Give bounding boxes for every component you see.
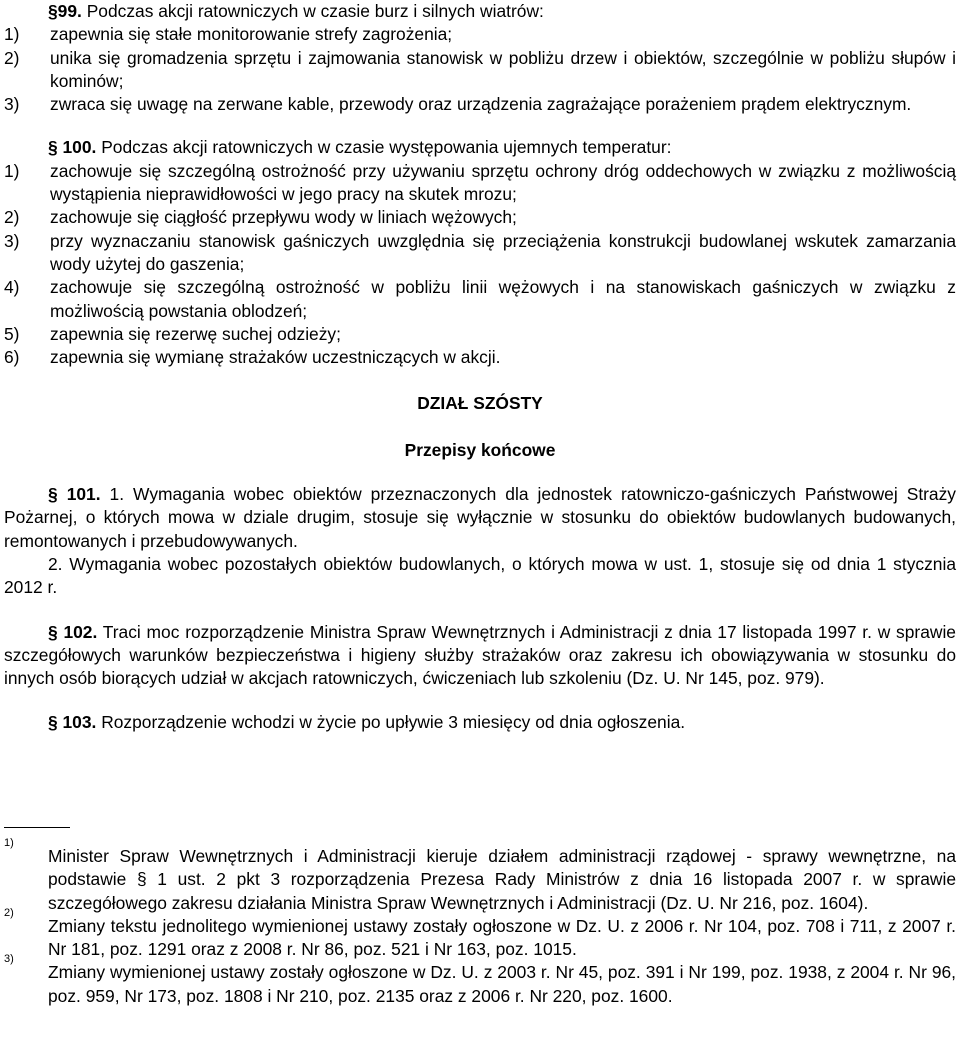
paragraph-101-point-2 <box>4 553 956 600</box>
footnote-text: Minister Spraw Wewnętrznych i Administracji kieruje działem administracji rządowej - sprawy wewnętrzne, na podstawie § 1 ust. 2 pkt 3 rozporządzenia Prezesa Rady Ministrów z dnia 16 listopada 2007 r. w sprawie szczegółowego zakresu działania Ministra Spraw Wewnętrznych i Administracji (Dz. U. Nr 216, poz. 1604). <box>48 846 956 913</box>
footnote <box>4 837 956 915</box>
paragraph-103 <box>4 711 956 734</box>
paragraph-number: 103. <box>62 712 97 733</box>
list-item <box>4 276 956 323</box>
paragraph-99-heading <box>4 0 956 23</box>
item-number: 3) <box>4 230 20 251</box>
item-number: 2) <box>4 207 20 228</box>
footnote <box>4 953 956 1008</box>
section-sign: § <box>48 137 58 158</box>
paragraph-number: 101. <box>66 484 101 505</box>
paragraph-102 <box>4 621 956 691</box>
paragraph-text: Rozporządzenie wchodzi w życie po upływie 3 miesięcy od dnia ogłoszenia. <box>96 712 686 733</box>
item-text: zachowuje się ciągłość przepływu wody w liniach wężowych; <box>50 207 517 228</box>
list-item <box>4 346 956 369</box>
paragraph-text: 1. Wymagania wobec obiektów przeznaczonych dla jednostek ratowniczo-gaśniczych Państwowej Straży Pożarnej, o których mowa w dziale drugim, stosuje się wyłącznie w stosunku do obiektów budowlanych budowanych, remontowanych i przebudowywanych. <box>4 484 956 551</box>
paragraph-lead: Podczas akcji ratowniczych w czasie burz i silnych wiatrów: <box>81 1 544 21</box>
item-number: 3) <box>4 94 20 115</box>
list-item <box>4 323 956 346</box>
item-text: unika się gromadzenia sprzętu i zajmowania stanowisk w pobliżu drzew i obiektów, szczególnie w pobliżu słupów i kominów; <box>50 47 956 91</box>
item-text: przy wyznaczaniu stanowisk gaśniczych uwzględnia się przeciążenia konstrukcji budowlanej wskutek zamarzania wody użytej do gaszenia; <box>50 230 956 274</box>
document-body <box>4 0 956 735</box>
item-number: 4) <box>4 277 20 298</box>
item-text: zachowuje się szczególną ostrożność w pobliżu linii wężowych i na stanowiskach gaśniczych w związku z możliwością powstania oblodzeń; <box>50 277 956 321</box>
footnote-text: Zmiany tekstu jednolitego wymienionej ustawy zostały ogłoszone w Dz. U. z 2006 r. Nr 104, poz. 708 i 711, z 2007 r. Nr 181, poz. 1291 oraz z 2008 r. Nr 86, poz. 521 i Nr 163, poz. 1015. <box>48 915 956 960</box>
list-item <box>4 230 956 277</box>
section-sign: § <box>48 1 58 21</box>
paragraph-text: Traci moc rozporządzenie Ministra Spraw Wewnętrznych i Administracji z dnia 17 listopada 1997 r. w sprawie szczegółowych warunków bezpieczeństwa i higieny służby strażaków oraz zakresu ich obowiązywania w stosunku do innych osób biorących udział w akcjach ratowniczych, ćwiczeniach lub szkoleniu (Dz. U. Nr 145, poz. 979). <box>4 621 956 689</box>
list-item <box>4 93 956 116</box>
item-text: zapewnia się rezerwę suchej odzieży; <box>50 323 341 344</box>
division-title: DZIAŁ SZÓSTY <box>417 393 543 414</box>
item-text: zachowuje się szczególną ostrożność przy używaniu sprzętu ochrony dróg oddechowych w związku z możliwością wystąpienia nieprawidłowości w jego pracy na skutek mrozu; <box>50 160 956 205</box>
paragraph-number: 99. <box>57 1 82 21</box>
item-number: 1) <box>4 24 20 45</box>
list-item <box>4 23 956 46</box>
footnote-mark: 3) <box>4 953 14 966</box>
paragraph-number: 102. <box>63 621 98 642</box>
footnotes <box>4 837 956 1008</box>
list-item <box>4 160 956 207</box>
footnote-mark: 2) <box>4 906 14 919</box>
section-sign: § <box>48 621 58 642</box>
item-number: 1) <box>4 160 20 181</box>
paragraph-100-heading <box>4 136 956 159</box>
item-text: zapewnia się stałe monitorowanie strefy zagrożenia; <box>50 24 453 45</box>
footnote <box>4 906 956 962</box>
item-number: 2) <box>4 47 20 68</box>
paragraph-101 <box>4 483 956 553</box>
section-sign: § <box>48 712 58 733</box>
item-number: 6) <box>4 347 20 368</box>
footnote-separator <box>4 827 70 828</box>
section-sign: § <box>48 484 58 505</box>
footnote-text: Zmiany wymienionej ustawy zostały ogłoszone w Dz. U. z 2003 r. Nr 45, poz. 391 i Nr 199, poz. 1938, z 2004 r. Nr 96, poz. 959, Nr 173, poz. 1808 i Nr 210, poz. 2135 oraz z 2006 r. Nr 220, poz. 1600. <box>48 962 956 1006</box>
item-number: 5) <box>4 323 20 344</box>
footnote-mark: 1) <box>4 837 14 849</box>
paragraph-text: 2. Wymagania wobec pozostałych obiektów budowlanych, o których mowa w ust. 1, stosuje się od dnia 1 stycznia 2012 r. <box>4 553 956 598</box>
list-item <box>4 47 956 94</box>
paragraph-lead: Podczas akcji ratowniczych w czasie występowania ujemnych temperatur: <box>96 137 672 158</box>
paragraph-number: 100. <box>62 137 97 158</box>
item-text: zapewnia się wymianę strażaków uczestniczących w akcji. <box>50 347 501 368</box>
item-text: zwraca się uwagę na zerwane kable, przewody oraz urządzenia zagrażające porażeniem prądem elektrycznym. <box>50 94 912 115</box>
division-subtitle: Przepisy końcowe <box>404 439 556 460</box>
list-item <box>4 206 956 229</box>
